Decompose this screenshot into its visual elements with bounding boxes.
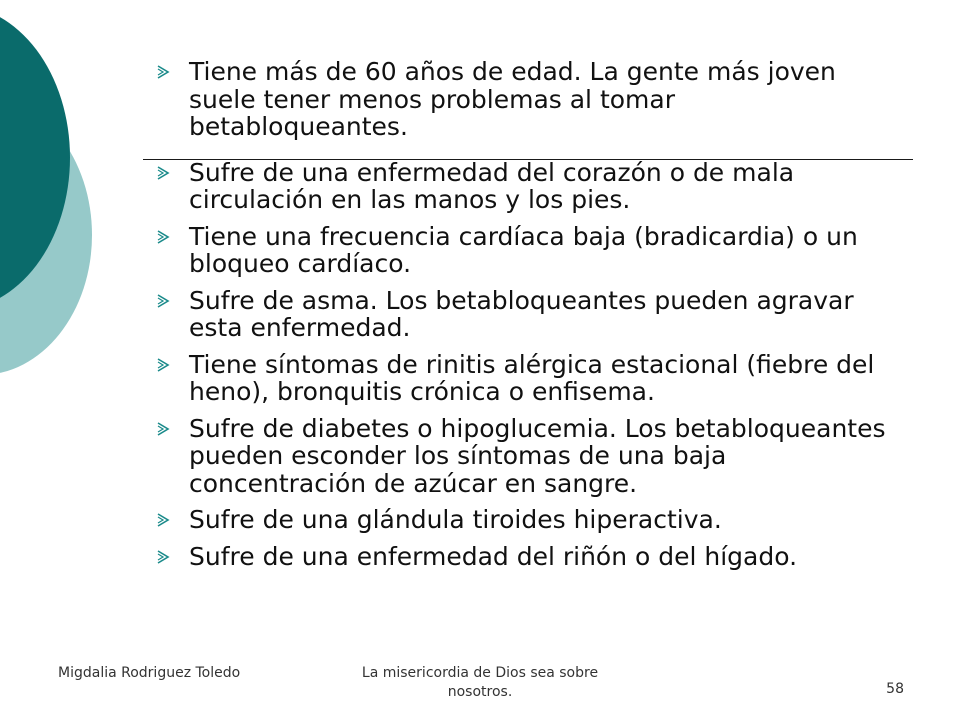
chevron-bullet-icon bbox=[155, 65, 171, 79]
list-item-text: Sufre de una enfermedad del riñón o del hígado. bbox=[189, 541, 798, 571]
footer-caption: La misericordia de Dios sea sobre nosotros. bbox=[361, 665, 599, 700]
chevron-bullet-icon bbox=[155, 294, 171, 308]
list-item-text: Sufre de diabetes o hipoglucemia. Los betabloqueantes pueden esconder los síntomas de una baja concentración de azúcar en sangre. bbox=[189, 413, 886, 498]
page-number: 58 bbox=[886, 681, 904, 697]
list-item bbox=[155, 543, 900, 571]
list-item-text: Tiene síntomas de rinitis alérgica estacional (fiebre del heno), bronquitis crónica o enfisema. bbox=[189, 349, 875, 406]
decorative-circles bbox=[0, 0, 160, 720]
list-item bbox=[155, 287, 900, 342]
list-item bbox=[155, 223, 900, 278]
list-item-text: Tiene una frecuencia cardíaca baja (bradicardia) o un bloqueo cardíaco. bbox=[189, 221, 858, 278]
list-item bbox=[155, 351, 900, 406]
list-item bbox=[155, 159, 900, 214]
list-item bbox=[155, 506, 900, 534]
chevron-bullet-icon bbox=[155, 230, 171, 244]
list-item-text: Tiene más de 60 años de edad. La gente más joven suele tener menos problemas al tomar betabloqueantes. bbox=[189, 57, 836, 141]
chevron-bullet-icon bbox=[155, 513, 171, 527]
list-item bbox=[155, 58, 900, 141]
list-item-text: Sufre de una glándula tiroides hiperactiva. bbox=[189, 505, 722, 534]
chevron-bullet-icon bbox=[155, 422, 171, 436]
list-item bbox=[155, 415, 900, 498]
list-item-text: Sufre de asma. Los betabloqueantes pueden agravar esta enfermedad. bbox=[189, 285, 854, 342]
bullet-list bbox=[155, 58, 900, 570]
chevron-bullet-icon bbox=[155, 358, 171, 372]
footer-author: Migdalia Rodriguez Toledo bbox=[58, 665, 241, 681]
chevron-bullet-icon bbox=[155, 550, 171, 564]
list-item-text: Sufre de una enfermedad del corazón o de mala circulación en las manos y los pies. bbox=[189, 157, 795, 214]
chevron-bullet-icon bbox=[155, 166, 171, 180]
